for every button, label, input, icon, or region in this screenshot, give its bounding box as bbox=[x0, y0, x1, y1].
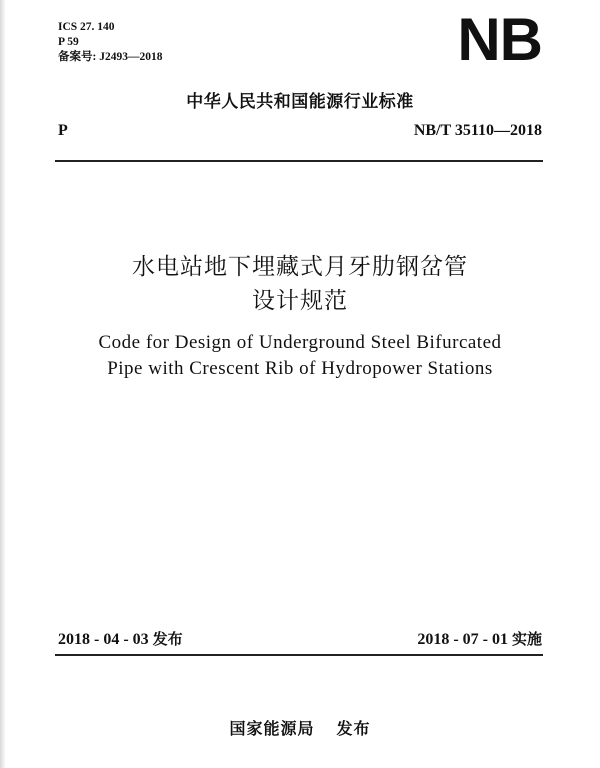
effective-date-block bbox=[417, 628, 542, 649]
effective-date: 2018 - 07 - 01 bbox=[417, 631, 508, 648]
bottom-divider bbox=[55, 654, 543, 656]
p-code: P 59 bbox=[58, 36, 79, 48]
record-number: 备案号: J2493—2018 bbox=[58, 51, 163, 63]
binding-edge bbox=[0, 0, 6, 768]
issue-date-block bbox=[58, 628, 183, 649]
chinese-title-line-1: 水电站地下埋藏式月牙肋钢岔管 bbox=[132, 254, 468, 280]
english-title bbox=[0, 330, 600, 382]
english-title-line-1: Code for Design of Underground Steel Bifurcated bbox=[98, 332, 502, 353]
publisher-name: 国家能源局 bbox=[229, 719, 315, 738]
nb-logo: NB bbox=[457, 6, 542, 73]
classification-code: P bbox=[58, 122, 68, 139]
chinese-title-line-2: 设计规范 bbox=[252, 288, 348, 314]
ics-code: ICS 27. 140 bbox=[58, 21, 115, 33]
chinese-title bbox=[0, 250, 600, 318]
top-divider bbox=[55, 160, 543, 162]
english-title-line-2: Pipe with Crescent Rib of Hydropower Stations bbox=[107, 358, 493, 379]
issuer-title: 中华人民共和国能源行业标准 bbox=[186, 92, 414, 112]
issue-label: 发布 bbox=[152, 630, 183, 648]
publisher-line bbox=[0, 716, 600, 739]
issue-date: 2018 - 04 - 03 bbox=[58, 631, 149, 648]
standard-number: NB/T 35110—2018 bbox=[413, 122, 542, 139]
classification-meta bbox=[58, 20, 162, 65]
publisher-label: 发布 bbox=[336, 719, 371, 738]
effective-label: 实施 bbox=[511, 630, 542, 648]
